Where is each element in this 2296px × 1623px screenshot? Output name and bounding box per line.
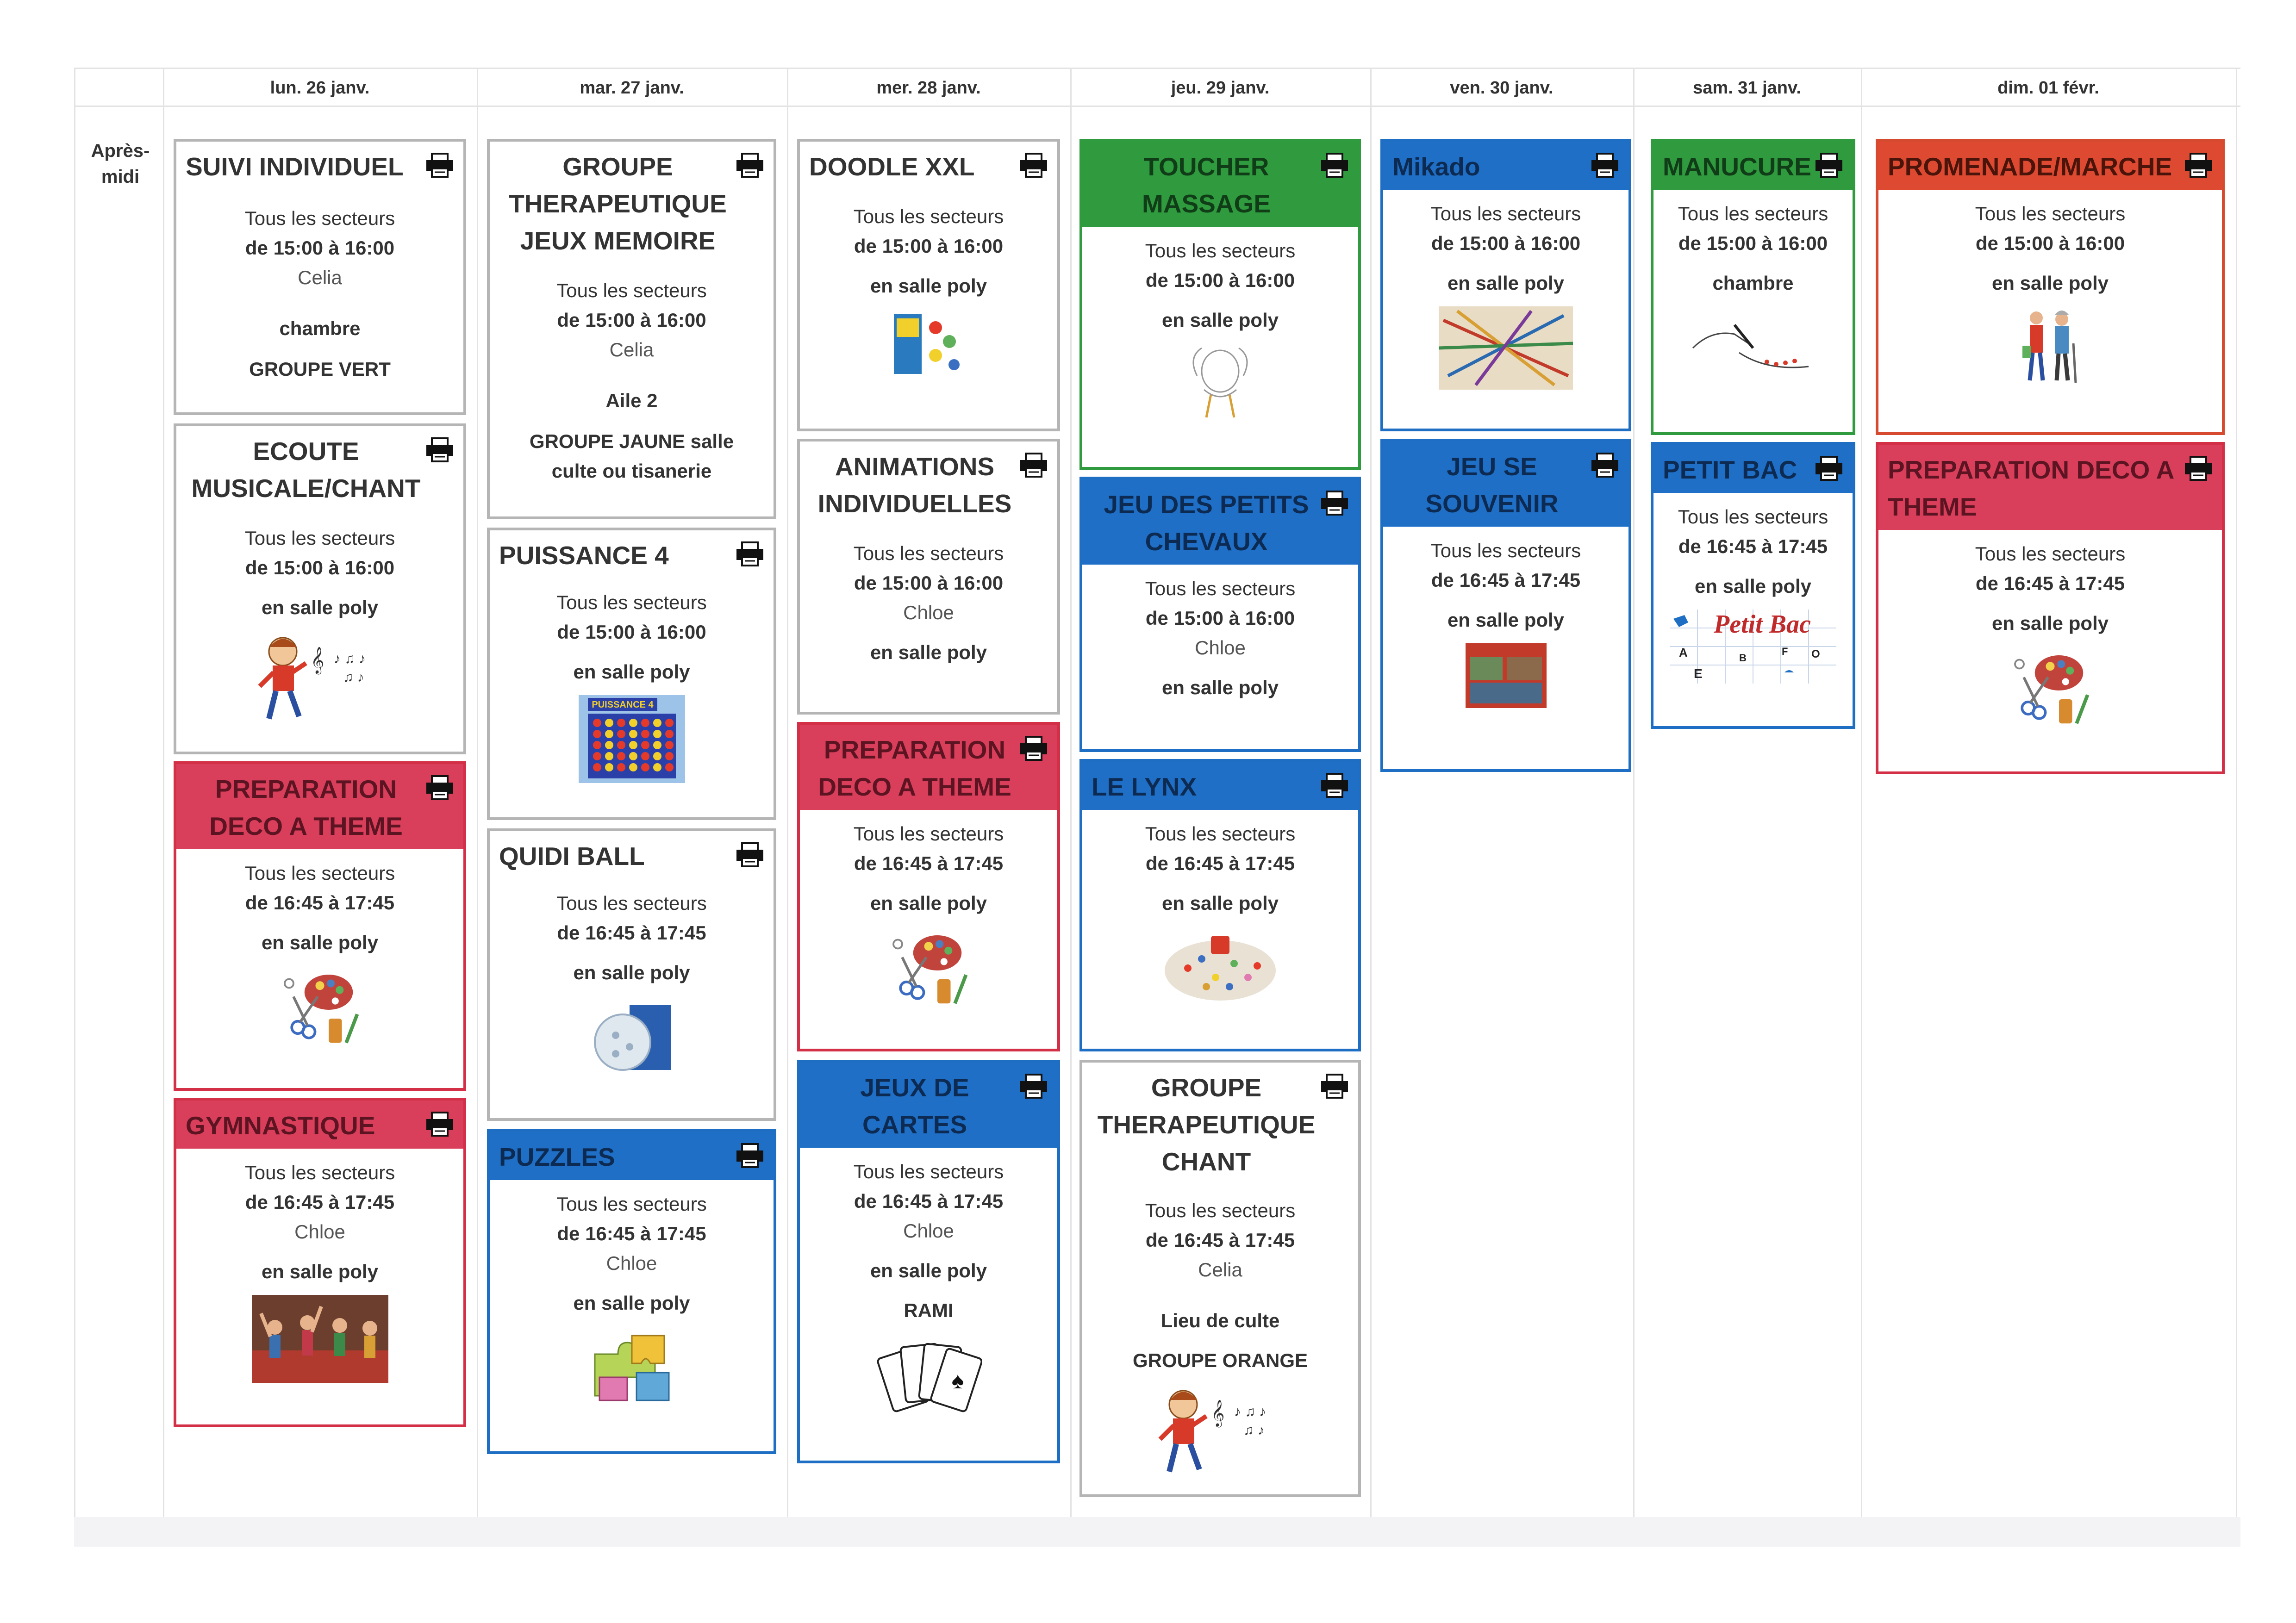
activity-sectors: Tous les secteurs <box>853 1161 1004 1182</box>
activity-place: en salle poly <box>1447 609 1565 631</box>
ball-box-image <box>588 996 676 1079</box>
activity-place: en salle poly <box>573 1292 690 1314</box>
activity-sectors: Tous les secteurs <box>244 527 395 549</box>
printer-icon[interactable] <box>1591 453 1619 478</box>
grid-line <box>1633 68 1635 1517</box>
day-header: lun. 26 janv. <box>270 78 370 98</box>
activity-place: en salle poly <box>1161 892 1279 914</box>
grid-line <box>163 68 164 1517</box>
activity-title: GROUPE THERAPEUTIQUE JEUX MEMOIRE <box>509 152 727 255</box>
activity-group: GROUPE ORANGE <box>1132 1349 1308 1371</box>
activity-animator: Celia <box>609 339 654 361</box>
activity-time: de 15:00 à 16:00 <box>1975 232 2125 254</box>
grid-line <box>74 68 75 1517</box>
activity-card[interactable] <box>1876 442 2225 774</box>
activity-time: de 15:00 à 16:00 <box>1431 232 1581 254</box>
activity-title: MANUCURE <box>1653 142 1853 190</box>
activity-title: QUIDI BALL <box>499 842 645 871</box>
activity-animator: Chloe <box>903 1220 954 1242</box>
day-header: mer. 28 janv. <box>876 78 981 98</box>
activity-card[interactable] <box>1079 1060 1361 1497</box>
printer-icon[interactable] <box>1019 153 1048 178</box>
printer-icon[interactable] <box>1320 153 1349 178</box>
doodle-game-image <box>889 309 968 379</box>
activity-place: en salle poly <box>870 892 987 914</box>
printer-icon[interactable] <box>425 1112 454 1137</box>
activity-time: de 16:45 à 17:45 <box>245 1191 395 1213</box>
grid-letter: O <box>1811 648 1820 660</box>
activity-place: chambre <box>1712 272 1794 294</box>
activity-card[interactable] <box>487 139 776 519</box>
activity-time: de 16:45 à 17:45 <box>1431 569 1581 591</box>
activity-sectors: Tous les secteurs <box>1145 578 1296 599</box>
activity-place: en salle poly <box>1161 677 1279 698</box>
activity-place: en salle poly <box>1694 575 1812 597</box>
activity-card[interactable] <box>797 722 1060 1051</box>
printer-icon[interactable] <box>736 842 764 867</box>
grid-letter: B <box>1739 652 1747 664</box>
grid-letter: E <box>1694 666 1703 681</box>
printer-icon[interactable] <box>736 1143 764 1168</box>
singing-boy-image <box>1146 1384 1294 1476</box>
day-header: jeu. 29 janv. <box>1171 78 1270 98</box>
singing-boy-image <box>246 631 394 723</box>
activity-title: JEU DES PETITS CHEVAUX <box>1082 479 1358 565</box>
day-header: mar. 27 janv. <box>580 78 684 98</box>
activity-card[interactable] <box>174 1098 466 1427</box>
activity-card[interactable] <box>1380 139 1631 431</box>
activity-sectors: Tous les secteurs <box>556 280 707 301</box>
activity-sectors: Tous les secteurs <box>556 892 707 914</box>
activity-time: de 15:00 à 16:00 <box>245 237 395 259</box>
activity-place: en salle poly <box>573 962 690 983</box>
activity-card[interactable] <box>1651 139 1855 435</box>
activity-time: de 16:45 à 17:45 <box>854 1190 1004 1212</box>
activity-sectors: Tous les secteurs <box>1145 240 1296 261</box>
activity-sectors: Tous les secteurs <box>1145 1200 1296 1221</box>
activity-time: de 15:00 à 16:00 <box>1145 269 1295 291</box>
svg-text:♠: ♠ <box>951 1368 964 1393</box>
activity-card[interactable] <box>487 828 776 1121</box>
grid-line <box>787 68 788 1517</box>
printer-icon[interactable] <box>1019 736 1048 761</box>
activity-card[interactable] <box>1876 139 2225 435</box>
activity-card[interactable] <box>1079 759 1361 1051</box>
printer-icon[interactable] <box>425 153 454 178</box>
activity-place: en salle poly <box>1161 309 1279 331</box>
activity-sectors: Tous les secteurs <box>853 205 1004 227</box>
activity-place: en salle poly <box>1991 612 2109 634</box>
activity-place: en salle poly <box>1447 272 1565 294</box>
day-header: dim. 01 févr. <box>1997 78 2099 98</box>
activity-time: de 16:45 à 17:45 <box>1145 852 1295 874</box>
activity-sectors: Tous les secteurs <box>244 207 395 229</box>
printer-icon[interactable] <box>1815 456 1843 481</box>
activity-time: de 15:00 à 16:00 <box>1678 232 1828 254</box>
activity-title: DOODLE XXL <box>809 152 975 181</box>
activity-sectors: Tous les secteurs <box>1430 540 1581 561</box>
grid-letter: A <box>1679 646 1688 659</box>
activity-card[interactable] <box>797 439 1060 715</box>
activity-card[interactable] <box>1079 139 1361 470</box>
activity-time: de 15:00 à 16:00 <box>557 621 706 643</box>
manicure-drawing-image <box>1684 306 1822 385</box>
activity-title: PUISSANCE 4 <box>499 541 669 570</box>
printer-icon[interactable] <box>2184 456 2213 481</box>
printer-icon[interactable] <box>425 437 454 462</box>
activity-place: en salle poly <box>870 1260 987 1281</box>
activity-title: LE LYNX <box>1082 762 1358 810</box>
mikado-sticks-image <box>1439 306 1573 390</box>
activity-place: en salle poly <box>1991 272 2109 294</box>
activity-sectors: Tous les secteurs <box>1678 203 1828 224</box>
printer-icon[interactable] <box>425 775 454 800</box>
craft-supplies-image <box>274 966 366 1054</box>
craft-supplies-image <box>2004 647 2096 734</box>
puzzle-pieces-image <box>586 1326 678 1410</box>
printer-icon[interactable] <box>1320 491 1349 516</box>
printer-icon[interactable] <box>1320 773 1349 798</box>
walking-couple-image <box>2018 306 2083 390</box>
activity-sectors: Tous les secteurs <box>556 591 707 613</box>
activity-group: GROUPE VERT <box>249 358 391 380</box>
activity-time: de 16:45 à 17:45 <box>1975 572 2125 594</box>
footer-band <box>74 1517 2240 1547</box>
playing-cards-image <box>875 1334 982 1417</box>
activity-title: PREPARATION DECO A THEME <box>1878 445 2222 530</box>
activity-title: TOUCHER MASSAGE <box>1082 142 1358 227</box>
activity-sectors: Tous les secteurs <box>244 862 395 884</box>
activity-title: ANIMATIONS INDIVIDUELLES <box>817 452 1012 518</box>
activity-sectors: Tous les secteurs <box>1678 506 1828 528</box>
activity-sectors: Tous les secteurs <box>244 1162 395 1183</box>
activity-title: JEU SE SOUVENIR <box>1383 442 1628 527</box>
activity-sectors: Tous les secteurs <box>853 542 1004 564</box>
activity-time: de 16:45 à 17:45 <box>557 922 706 944</box>
period-label: Après-midi <box>91 141 150 187</box>
grid-line <box>74 68 2240 69</box>
petit-bac-logo: Petit Bac <box>1714 610 1811 639</box>
activity-sectors: Tous les secteurs <box>556 1193 707 1215</box>
activity-place: en salle poly <box>261 597 379 618</box>
activity-group: GROUPE JAUNE salle culte ou tisanerie <box>529 430 734 482</box>
activity-time: de 15:00 à 16:00 <box>557 309 706 331</box>
activity-time: de 16:45 à 17:45 <box>854 852 1004 874</box>
grid-letter: F <box>1782 646 1788 657</box>
activity-animator: Chloe <box>1195 637 1246 659</box>
activity-place: en salle poly <box>870 275 987 297</box>
grid-line <box>2236 68 2237 1517</box>
grid-line <box>1861 68 1862 1517</box>
day-header: sam. 31 janv. <box>1693 78 1801 98</box>
printer-icon[interactable] <box>1815 153 1843 178</box>
activity-card[interactable] <box>174 761 466 1091</box>
puissance4-box-image <box>579 695 685 783</box>
printer-icon[interactable] <box>736 153 764 178</box>
souvenir-game-box-image <box>1466 643 1547 708</box>
activity-time: de 16:45 à 17:45 <box>1145 1229 1295 1251</box>
activity-title: PROMENADE/MARCHE <box>1878 142 2222 190</box>
activity-title: ECOUTE MUSICALE/CHANT <box>191 437 421 503</box>
activity-sectors: Tous les secteurs <box>853 823 1004 845</box>
activity-animator: Celia <box>298 267 342 288</box>
activity-time: de 16:45 à 17:45 <box>1678 535 1828 557</box>
activity-card[interactable] <box>797 139 1060 431</box>
activity-title: PREPARATION DECO A THEME <box>176 764 463 849</box>
day-header: ven. 30 janv. <box>1450 78 1554 98</box>
activity-sectors: Tous les secteurs <box>1975 203 2126 224</box>
printer-icon[interactable] <box>1019 1074 1048 1099</box>
activity-sectors: Tous les secteurs <box>1145 823 1296 845</box>
activity-title: PUZZLES <box>490 1132 774 1180</box>
activity-animator: Chloe <box>903 602 954 623</box>
grid-line <box>477 68 478 1517</box>
activity-card[interactable] <box>1079 477 1361 752</box>
activity-title: Mikado <box>1383 142 1628 190</box>
activity-time: de 15:00 à 16:00 <box>1145 607 1295 629</box>
activity-title: JEUX DE CARTES <box>800 1063 1057 1148</box>
activity-title: SUIVI INDIVIDUEL <box>186 152 404 181</box>
activity-card[interactable] <box>1651 442 1855 729</box>
activity-place: Lieu de culte <box>1160 1310 1280 1331</box>
printer-icon[interactable] <box>1320 1074 1349 1099</box>
activity-animator: Chloe <box>606 1252 657 1274</box>
activity-place: Aile 2 <box>605 390 658 411</box>
activity-card[interactable] <box>174 139 466 415</box>
activity-place: chambre <box>279 317 361 339</box>
activity-card[interactable] <box>797 1060 1060 1463</box>
activity-place: en salle poly <box>870 641 987 663</box>
activity-animator: Chloe <box>294 1221 345 1243</box>
craft-supplies-image <box>882 927 975 1014</box>
activity-time: de 15:00 à 16:00 <box>854 572 1004 594</box>
puissance4-box-label: PUISSANCE 4 <box>591 700 654 710</box>
lynx-board-image <box>1160 927 1280 1005</box>
printer-icon[interactable] <box>1019 453 1048 478</box>
activity-card[interactable] <box>487 528 776 820</box>
printer-icon[interactable] <box>736 541 764 566</box>
activity-place: en salle poly <box>261 1261 379 1282</box>
activity-animator: Celia <box>1198 1259 1242 1281</box>
grid-line <box>1370 68 1372 1517</box>
grid-line <box>74 106 2240 107</box>
activity-time: de 15:00 à 16:00 <box>854 235 1004 257</box>
activity-game-name: RAMI <box>904 1300 954 1321</box>
activity-place: en salle poly <box>261 932 379 953</box>
activity-title: GYMNASTIQUE <box>176 1101 463 1149</box>
activity-place: en salle poly <box>573 661 690 683</box>
activity-title: GROUPE THERAPEUTIQUE CHANT <box>1097 1073 1316 1176</box>
activity-sectors: Tous les secteurs <box>1430 203 1581 224</box>
gym-photo-image <box>252 1295 388 1383</box>
activity-card[interactable] <box>174 423 466 754</box>
printer-icon[interactable] <box>2184 153 2213 178</box>
activity-time: de 15:00 à 16:00 <box>245 557 395 578</box>
activity-card[interactable] <box>487 1129 776 1454</box>
activity-title: PREPARATION DECO A THEME <box>800 725 1057 810</box>
grid-line <box>1070 68 1072 1517</box>
petit-bac-image <box>1670 609 1836 684</box>
activity-card[interactable] <box>1380 439 1631 772</box>
massage-drawing-image <box>1179 343 1262 422</box>
printer-icon[interactable] <box>1591 153 1619 178</box>
activity-time: de 16:45 à 17:45 <box>557 1223 706 1244</box>
activity-time: de 16:45 à 17:45 <box>245 892 395 914</box>
activity-title: PETIT BAC <box>1653 445 1853 493</box>
activity-sectors: Tous les secteurs <box>1975 543 2126 565</box>
